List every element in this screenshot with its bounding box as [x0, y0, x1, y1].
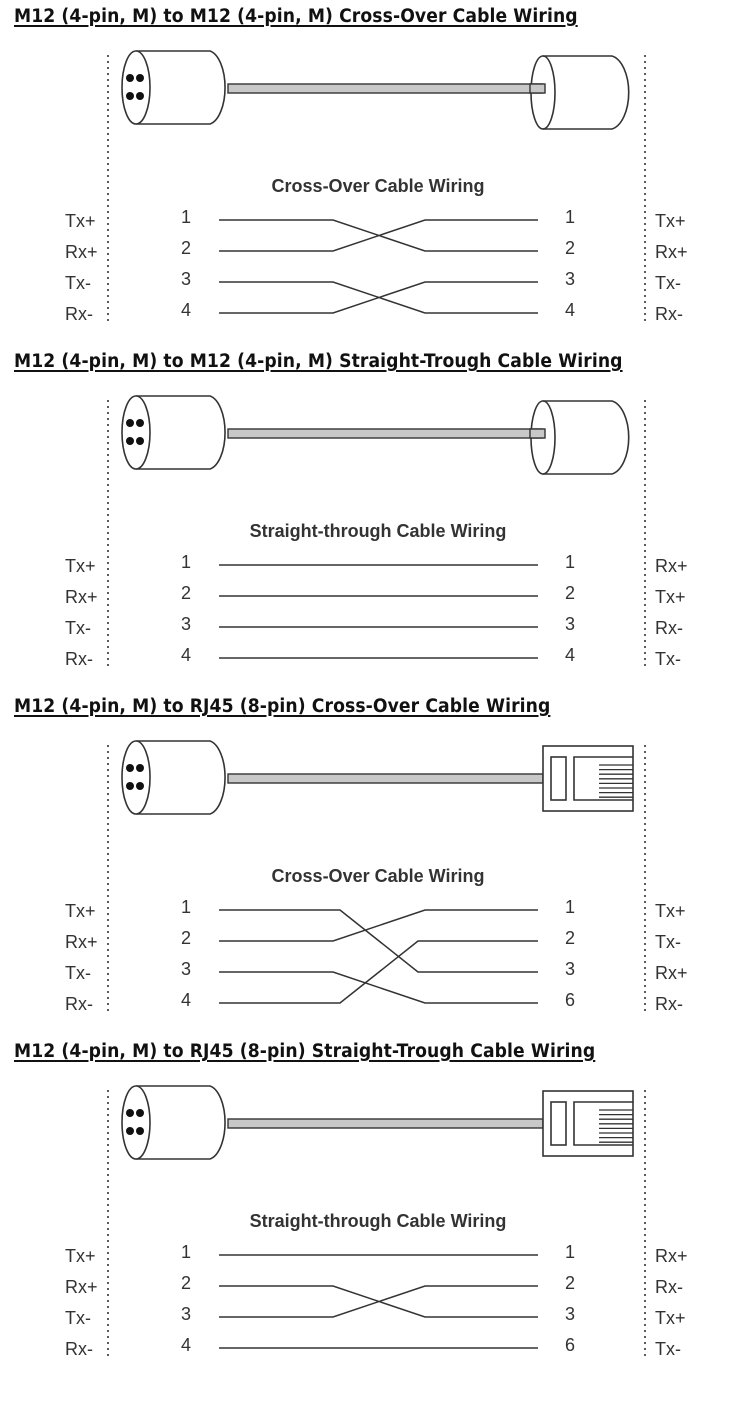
cable-icon	[228, 84, 545, 93]
right-pin-number: 1	[565, 897, 576, 917]
left-signal-label: Rx-	[65, 649, 93, 669]
right-pin-number: 1	[565, 207, 576, 227]
right-signal-label: Rx+	[655, 963, 688, 983]
wire-2	[219, 910, 538, 941]
m12-to-m12-cable-diagram	[0, 0, 736, 345]
m12-connector-left-icon	[122, 1086, 225, 1159]
left-pin-number: 4	[181, 990, 192, 1010]
wire-4	[219, 282, 538, 313]
left-signal-label: Tx-	[65, 273, 91, 293]
left-pin-number: 1	[181, 897, 192, 917]
right-pin-number: 2	[565, 583, 576, 603]
right-pin-number: 1	[565, 552, 576, 572]
wire-3	[219, 972, 538, 1003]
right-pin-number: 6	[565, 990, 576, 1010]
left-signal-label: Rx+	[65, 1277, 98, 1297]
wiring-subtitle: Straight-through Cable Wiring	[249, 1211, 507, 1231]
left-pin-number: 3	[181, 614, 192, 634]
right-signal-label: Rx+	[655, 556, 688, 576]
right-signal-label: Rx-	[655, 994, 683, 1014]
left-signal-label: Tx+	[65, 556, 96, 576]
m12-connector-left-icon	[122, 396, 225, 469]
section-m12-m12-straight	[0, 345, 736, 690]
left-pin-number: 2	[181, 238, 192, 258]
left-pin-number: 3	[181, 959, 192, 979]
left-pin-number: 3	[181, 1304, 192, 1324]
right-signal-label: Tx-	[655, 932, 681, 952]
right-signal-label: Rx-	[655, 618, 683, 638]
left-signal-label: Tx+	[65, 211, 96, 231]
wiring-subtitle: Cross-Over Cable Wiring	[271, 176, 485, 196]
right-pin-number: 3	[565, 614, 576, 634]
right-pin-number: 2	[565, 238, 576, 258]
right-pin-number: 4	[565, 645, 576, 665]
section-m12-rj45-crossover	[0, 690, 736, 1035]
left-signal-label: Rx+	[65, 932, 98, 952]
left-signal-label: Rx+	[65, 587, 98, 607]
section-m12-m12-crossover	[0, 0, 736, 345]
right-signal-label: Tx+	[655, 211, 686, 231]
left-signal-label: Rx-	[65, 304, 93, 324]
right-pin-number: 3	[565, 1304, 576, 1324]
right-signal-label: Tx+	[655, 901, 686, 921]
left-pin-number: 2	[181, 1273, 192, 1293]
right-signal-label: Tx-	[655, 1339, 681, 1359]
right-pin-number: 3	[565, 959, 576, 979]
m12-to-rj45-cable-diagram	[0, 690, 736, 1035]
wiring-subtitle: Straight-through Cable Wiring	[249, 521, 507, 541]
m12-connector-right-icon	[530, 401, 629, 474]
section-m12-rj45-straight	[0, 1035, 736, 1380]
m12-to-m12-cable-diagram	[0, 345, 736, 690]
left-signal-label: Rx-	[65, 1339, 93, 1359]
left-pin-number: 1	[181, 1242, 192, 1262]
right-signal-label: Tx-	[655, 273, 681, 293]
right-signal-label: Rx+	[655, 242, 688, 262]
right-pin-number: 4	[565, 300, 576, 320]
right-pin-number: 2	[565, 928, 576, 948]
right-pin-number: 6	[565, 1335, 576, 1355]
m12-connector-left-icon	[122, 51, 225, 124]
left-signal-label: Rx-	[65, 994, 93, 1014]
left-pin-number: 2	[181, 583, 192, 603]
left-signal-label: Tx-	[65, 618, 91, 638]
right-signal-label: Rx-	[655, 304, 683, 324]
section-title: M12 (4-pin, M) to RJ45 (8-pin) Cross-Over Cable Wiring	[14, 696, 551, 717]
wire-3	[219, 1286, 538, 1317]
right-signal-label: Tx-	[655, 649, 681, 669]
cable-icon	[228, 774, 543, 783]
section-title: M12 (4-pin, M) to M12 (4-pin, M) Straight-Trough Cable Wiring	[14, 351, 623, 372]
left-pin-number: 1	[181, 207, 192, 227]
cable-icon	[228, 1119, 543, 1128]
m12-to-rj45-cable-diagram	[0, 1035, 736, 1380]
left-signal-label: Tx-	[65, 1308, 91, 1328]
left-signal-label: Tx-	[65, 963, 91, 983]
left-pin-number: 4	[181, 1335, 192, 1355]
left-signal-label: Tx+	[65, 1246, 96, 1266]
right-signal-label: Tx+	[655, 1308, 686, 1328]
left-pin-number: 3	[181, 269, 192, 289]
wiring-subtitle: Cross-Over Cable Wiring	[271, 866, 485, 886]
section-title: M12 (4-pin, M) to RJ45 (8-pin) Straight-Trough Cable Wiring	[14, 1041, 596, 1062]
right-pin-number: 2	[565, 1273, 576, 1293]
left-pin-number: 4	[181, 645, 192, 665]
right-signal-label: Rx-	[655, 1277, 683, 1297]
cable-icon	[228, 429, 545, 438]
left-pin-number: 2	[181, 928, 192, 948]
right-pin-number: 1	[565, 1242, 576, 1262]
left-pin-number: 1	[181, 552, 192, 572]
left-pin-number: 4	[181, 300, 192, 320]
wire-2	[219, 220, 538, 251]
m12-connector-left-icon	[122, 741, 225, 814]
m12-connector-right-icon	[530, 56, 629, 129]
left-signal-label: Tx+	[65, 901, 96, 921]
rj45-connector-icon	[543, 1091, 633, 1156]
left-signal-label: Rx+	[65, 242, 98, 262]
right-signal-label: Rx+	[655, 1246, 688, 1266]
right-pin-number: 3	[565, 269, 576, 289]
section-title: M12 (4-pin, M) to M12 (4-pin, M) Cross-Over Cable Wiring	[14, 6, 578, 27]
rj45-connector-icon	[543, 746, 633, 811]
right-signal-label: Tx+	[655, 587, 686, 607]
